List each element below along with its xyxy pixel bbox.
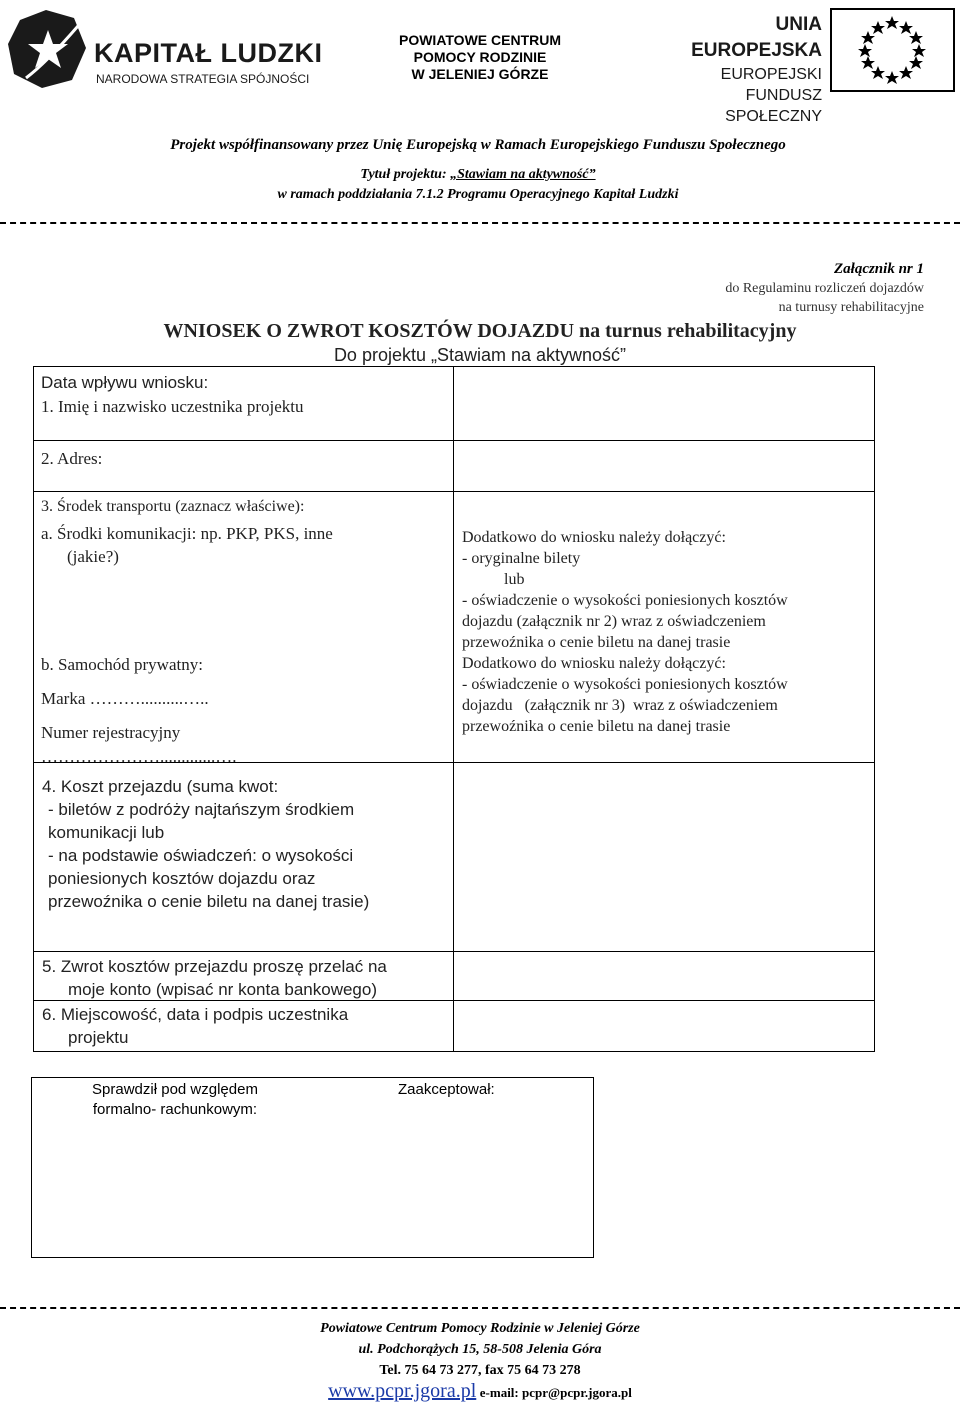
cost-line-6: przewoźnika o cenie biletu na danej trasie) [48, 892, 370, 911]
checked-by-label [60, 1080, 290, 1120]
car-brand-field[interactable]: Marka ………..........….. [41, 689, 209, 708]
footer-phone: Tel. 75 64 73 277, fax 75 64 73 278 [379, 1363, 581, 1378]
cost-label-cell [33, 762, 454, 952]
accepted-by-label: Zaakceptował: [398, 1081, 495, 1098]
kapital-ludzki-star-icon [6, 8, 92, 90]
cost-line-4: - na podstawie oświadczeń: o wysokości [48, 846, 354, 865]
pcpr-line-3: W JELENIEJ GÓRZE [411, 66, 549, 82]
eu-logo [650, 8, 955, 125]
transport-note-cell [453, 491, 875, 763]
car-note-line-1: Dodatkowo do wniosku należy dołączyć: [462, 655, 726, 672]
public-note-line-3: lub [504, 571, 525, 588]
project-subaction-line: w ramach poddziałania 7.1.2 Programu Operacyjnego Kapitał Ludzki [277, 187, 679, 202]
public-note-line-6: przewoźnika o cenie biletu na danej trasie [462, 634, 731, 651]
attachment-number: Załącznik nr 1 [833, 261, 924, 277]
refund-label [42, 955, 387, 1001]
project-cofinanced-line: Projekt współfinansowany przez Unię Europejską w Ramach Europejskiego Funduszu Społecznego [170, 137, 786, 153]
eu-line-2: EUROPEJSKI [720, 66, 822, 83]
footer [0, 1318, 960, 1404]
project-title-line [0, 166, 956, 184]
attachment-line-2: do Regulaminu rozliczeń dojazdów [725, 281, 924, 296]
header-divider [0, 222, 960, 224]
email-text[interactable]: e-mail: pcpr@pcpr.jgora.pl [479, 1385, 632, 1400]
signature-input-cell[interactable] [453, 1000, 875, 1052]
car-note-line-3: dojazdu (załącznik nr 3) wraz z oświadczeniem [462, 697, 778, 714]
eu-flag-icon [830, 8, 955, 92]
pcpr-header [380, 32, 580, 83]
public-transport-note [462, 527, 867, 653]
cost-line-3: komunikacji lub [48, 823, 165, 842]
form-title: WNIOSEK O ZWROT KOSZTÓW DOJAZDU na turnus rehabilitacyjny [163, 320, 797, 342]
verification-box [31, 1077, 594, 1258]
checked-line-1: Sprawdził pod względem [92, 1081, 258, 1098]
address-input-cell[interactable] [453, 440, 875, 492]
transport-label: 3. Środek transportu (zaznacz właściwe): [41, 498, 305, 515]
project-title-value: „Stawiam na aktywność” [450, 167, 596, 182]
kapital-ludzki-subtitle: NARODOWA STRATEGIA SPÓJNOŚCI [96, 72, 310, 86]
footer-divider [0, 1307, 960, 1309]
signature-label-cell [33, 1000, 454, 1052]
car-registration-dots[interactable]: ………………….............…. [41, 747, 237, 766]
pcpr-line-2: POMOCY RODZINIE [413, 49, 547, 65]
footer-contact [0, 1381, 960, 1404]
pcpr-line-1: POWIATOWE CENTRUM [398, 32, 562, 48]
public-transport-label-1: a. Środki komunikacji: np. PKP, PKS, inne [41, 524, 333, 543]
refund-line-1: 5. Zwrot kosztów przejazdu proszę przelać na [42, 957, 387, 976]
public-transport-option[interactable] [41, 522, 333, 568]
car-registration-label: Numer rejestracyjny [41, 723, 181, 742]
car-note-line-4: przewoźnika o cenie biletu na danej trasie [462, 718, 731, 735]
name-label-cell [33, 366, 454, 441]
form-subtitle: Do projektu „Stawiam na aktywność” [333, 345, 627, 365]
refund-label-cell [33, 951, 454, 1001]
website-link[interactable]: www.pcpr.jgora.pl [328, 1380, 477, 1402]
date-received-label: Data wpływu wniosku: [41, 373, 209, 392]
address-label-cell [33, 440, 454, 492]
car-note-line-2: - oświadczenie o wysokości poniesionych kosztów [462, 676, 788, 693]
public-transport-label-2: (jakie?) [67, 547, 119, 566]
attachment-note [725, 260, 924, 317]
private-car-label: b. Samochód prywatny: [41, 655, 203, 674]
checked-line-2: formalno- rachunkowym: [92, 1101, 258, 1118]
private-car-note [462, 653, 867, 737]
cost-line-2: - biletów z podróży najtańszym środkiem [48, 800, 355, 819]
attachment-line-3: na turnusy rehabilitacyjne [778, 300, 924, 315]
signature-line-2: projektu [68, 1028, 129, 1047]
public-note-line-4: - oświadczenie o wysokości poniesionych kosztów [462, 592, 788, 609]
kapital-ludzki-title: KAPITAŁ LUDZKI [94, 38, 323, 68]
cost-line-5: poniesionych kosztów dojazdu oraz [48, 869, 316, 888]
signature-label [42, 1003, 348, 1049]
public-note-line-1: Dodatkowo do wniosku należy dołączyć: [462, 529, 726, 546]
cost-label [42, 775, 447, 913]
signature-line-1: 6. Miejscowość, data i podpis uczestnika [42, 1005, 349, 1024]
address-label: 2. Adres: [41, 449, 103, 468]
private-car-option[interactable] [41, 653, 203, 676]
cost-line-1: 4. Koszt przejazdu (suma kwot: [42, 777, 279, 796]
project-title-prefix: Tytuł projektu: [360, 167, 451, 182]
name-input-cell[interactable] [453, 366, 875, 441]
transport-label-cell [33, 491, 454, 766]
bank-account-input-cell[interactable] [453, 951, 875, 1001]
kapital-ludzki-logo [6, 8, 323, 90]
cost-input-cell[interactable] [453, 762, 875, 952]
refund-line-2: moje konto (wpisać nr konta bankowego) [68, 980, 377, 999]
public-note-line-5: dojazdu (załącznik nr 2) wraz z oświadczeniem [462, 613, 766, 630]
footer-org: Powiatowe Centrum Pomocy Rodzinie w Jeleniej Górze [320, 1321, 640, 1336]
public-note-line-2: - oryginalne bilety [462, 550, 581, 567]
eu-line-1: UNIA EUROPEJSKA [691, 14, 822, 61]
participant-name-label: 1. Imię i nazwisko uczestnika projektu [41, 397, 304, 416]
eu-line-3: FUNDUSZ SPOŁECZNY [725, 87, 822, 125]
footer-address: ul. Podchorążych 15, 58-508 Jelenia Góra [358, 1342, 602, 1357]
